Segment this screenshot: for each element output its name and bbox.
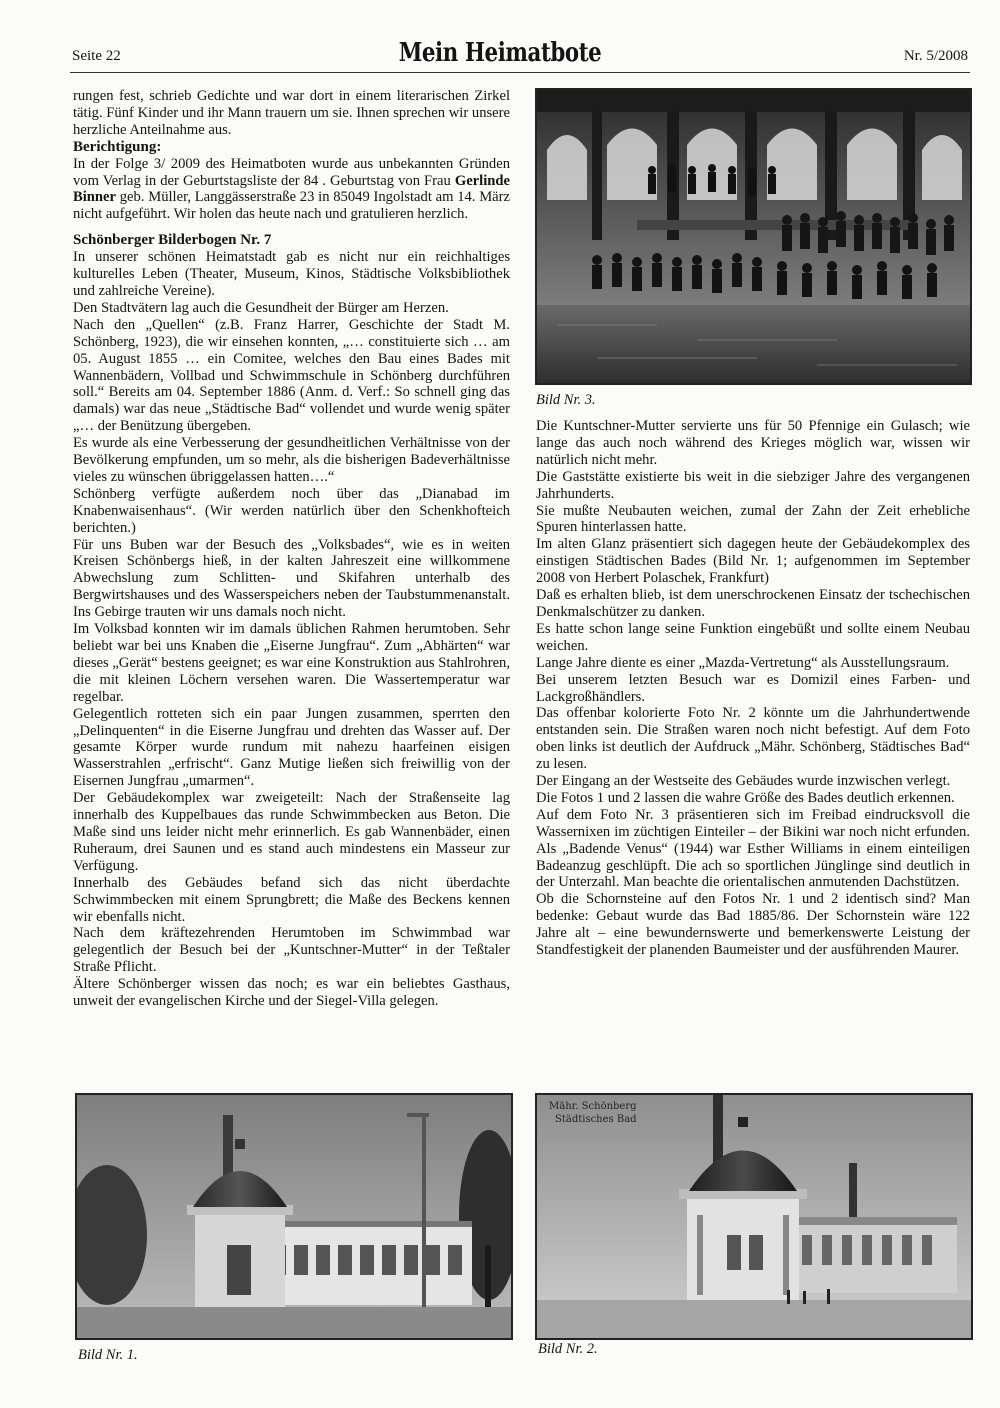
berichtigung-name: Gerlinde Binner	[73, 172, 510, 206]
article-paragraph: Den Stadtvätern lag auch die Gesundheit der Bürger am Herzen.	[73, 299, 449, 316]
article-paragraph: Lange Jahre diente es einer „Mazda-Vertretung“ als Ausstellungsraum.	[536, 654, 950, 671]
masthead-logo: Mein Heimatbote	[398, 38, 602, 68]
photo-bild-3	[535, 88, 972, 385]
article-paragraph: Die Fotos 1 und 2 lassen die wahre Größe des Bades deutlich erkennen.	[536, 789, 955, 806]
article-paragraph: Daß es erhalten blieb, ist dem unerschrockenen Einsatz der tschechischen Denkmalschützer zu danken.	[536, 587, 970, 620]
article-paragraph: Bei unserem letzten Besuch war es Domizil eines Farben- und Lackgroßhändlers.	[536, 671, 970, 705]
caption-bild-1: Bild Nr. 1.	[78, 1347, 138, 1363]
article-paragraph: Sie mußte Neubauten weichen, zumal der Zahn der Zeit erhebliche Spuren hinterlassen hatte.	[536, 502, 970, 536]
article-paragraph: Ältere Schönberger wissen das noch; es war ein beliebtes Gasthaus, unweit der evangelischen Kirche und der Siegel-Villa gelegen.	[73, 976, 510, 1010]
berichtigung-paragraph: In der Folge 3/ 2009 des Heimatboten wurde aus unbekannten Gründen vom Verlag in der Geburtstagsliste der 84 . Geburtstag von Frau Gerlinde Binner geb. Müller, Langgässerstraße 23 in 85049 Ingolstadt am 14. März nicht aufgeführt. Wir holen das heute nach und gratulieren herzlich.	[73, 155, 510, 223]
article-paragraph: Es wurde als eine Verbesserung der gesundheitlichen Verhältnisse von der Bevölkerung empfunden, um so mehr, als die bisherigen Badeverhältnisse vieles zu wünschen übriggelassen hatten….“	[73, 435, 510, 485]
article-paragraph: Nach den „Quellen“ (z.B. Franz Harrer, Geschichte der Stadt M. Schönberg, 1923), die wir einsehen konnten, „… constituierte sich … am 05. August 1855 … ein Comitee, welches den Bau eines Bades mit Wannenbädern, Vollbad und Schwimmschule in Schönberg durchführen soll.“ Bereits am 04. September 1886 (Anm. d. Verf.: So schnell ging das damals) war das neue „Städtische Bad“ vollendet und wurde wenig später „… der Benützung übergeben.	[73, 316, 510, 435]
article-paragraph: Schönberg verfügte außerdem noch über das „Dianabad im Knabenwaisenhaus“. (Wir werden natürlich über den Schenkhofteich berichten.)	[73, 485, 510, 536]
article-paragraph: Die Gaststätte existierte bis weit in die siebziger Jahre des vergangenen Jahrhunderts.	[536, 468, 970, 502]
article-paragraph: Ob die Schornsteine auf den Fotos Nr. 1 und 2 identisch sind? Man bedenke: Gebaut wurde das Bad 1885/86. Der Schornstein wäre 122 Jahre alt – eine bewundernswerte und bemerkenswerte Leistung der Standfestigkeit der planenden Baumeister und der ausführenden Maurer.	[536, 891, 970, 959]
article-paragraph: Das offenbar kolorierte Foto Nr. 2 könnte um die Jahrhundertwende entstanden sein. Die Straßen waren noch nicht befestigt. Auf dem Foto oben links ist deutlich der Aufdruck „Mähr. Schönberg, Städtisches Bad“ zu lesen.	[536, 705, 970, 773]
article-paragraph: Es hatte schon lange seine Funktion eingebüßt und sollte einem Neubau weichen.	[536, 620, 970, 654]
postcard-print-line-1: Mähr. Schönberg	[549, 1101, 637, 1112]
article-paragraph: In unserer schönen Heimatstadt gab es nicht nur ein reichhaltiges kulturelles Leben (Theater, Museum, Kinos, Städtische Volksbibliothek und zahlreiche Vereine).	[73, 249, 510, 299]
caption-bild-3: Bild Nr. 3.	[536, 392, 596, 408]
bilderbogen-heading: Schönberger Bilderbogen Nr. 7	[73, 232, 272, 249]
left-column	[73, 88, 510, 1010]
page-number: Seite 22	[72, 48, 121, 64]
article-paragraph: Nach dem kräftezehrenden Herumtoben im Schwimmbad war gelegentlich der Besuch bei der „Kuntschner-Mutter“ in der Teßtaler Straße Pflicht.	[73, 925, 510, 976]
intro-paragraph: rungen fest, schrieb Gedichte und war dort in einem literarischen Zirkel tätig. Fünf Kinder und ihr Mann trauern um sie. Ihnen sprechen wir unsere herzliche Anteilnahme aus.	[73, 88, 510, 138]
article-paragraph: Innerhalb des Gebäudes befand sich das nicht überdachte Schwimmbecken mit einem Sprungbrett; die Maße des Beckens kennen wir ebenfalls nicht.	[73, 874, 510, 925]
article-paragraph: Der Eingang an der Westseite des Gebäudes wurde inzwischen verlegt.	[536, 773, 951, 790]
photo-bild-2	[535, 1093, 973, 1340]
article-paragraph: Für uns Buben war der Besuch des „Volksbades“, wie es in weiten Kreisen Schönbergs hieß, in der kalten Jahreszeit eine willkommene Abwechslung zum Schlitten- und Skifahren unterhalb des Bergwirtshauses und des Wasserspeichers neben der Taubstummenanstalt. Ins Gebirge trauten wir uns damals noch nicht.	[73, 536, 510, 621]
postcard-print-line-2: Städtisches Bad	[555, 1114, 637, 1125]
photo-bild-1	[75, 1093, 513, 1340]
article-paragraph: Der Gebäudekomplex war zweigeteilt: Nach der Straßenseite lag innerhalb des Kuppelbaues das runde Schwimmbecken aus Beton. Die Maße sind uns leider nicht mehr erinnerlich. Es gab Wannenbäder, einen Ruheraum, drei Saunen und es stand auch mindestens ein Masseur zur Verfügung.	[73, 790, 510, 874]
berichtigung-heading: Berichtigung:	[73, 138, 162, 155]
article-paragraph: Gelegentlich rotteten sich ein paar Jungen zusammen, sperrten den „Delinquenten“ in die Eiserne Jungfrau und drehten das Wasser auf. Der gesamte Körper wurde rundum mit nahezu haarfeinen eisigen Wasserstrahlen „erfrischt“. Ganz Mutige ließen sich freiwillig von der Eisernen Jungfrau „umarmen“.	[73, 705, 510, 790]
caption-bild-2: Bild Nr. 2.	[538, 1341, 598, 1357]
article-paragraph: Im alten Glanz präsentiert sich dagegen heute der Gebäudekomplex des einstigen Städtischen Bades (Bild Nr. 1; aufgenommen im September 2008 von Herbert Polaschek, Frankfurt)	[536, 536, 970, 587]
issue-number: Nr. 5/2008	[903, 48, 968, 64]
header-rule	[70, 72, 970, 73]
article-paragraph: Im Volksbad konnten wir im damals üblichen Rahmen herumtoben. Sehr beliebt war bei uns Knaben die „Eiserne Jungfrau“. Zum „Abhärten“ war dieses „Gerät“ bestens geeignet; es war eine Konstruktion aus Stahlrohren, die mit kleinen Löchern versehen waren. Die Wassertemperatur war regelbar.	[73, 621, 510, 705]
right-column	[536, 418, 970, 959]
article-paragraph: Die Kuntschner-Mutter servierte uns für 50 Pfennige ein Gulasch; wie lange das auch noch während des Krieges möglich war, wissen wir natürlich nicht mehr.	[536, 418, 970, 468]
article-paragraph: Auf dem Foto Nr. 3 präsentieren sich im Freibad eindrucksvoll die Wassernixen im züchtigen Einteiler – der Bikini war noch nicht erfunden. Als „Badende Venus“ (1944) war Esther Williams in einem einteiligen Badeanzug geschlüpft. Die ach so sportlichen Jünglinge sind deutlich in der Unterzahl. Man beachte die orientalischen anmutenden Dachstützen.	[536, 806, 970, 891]
